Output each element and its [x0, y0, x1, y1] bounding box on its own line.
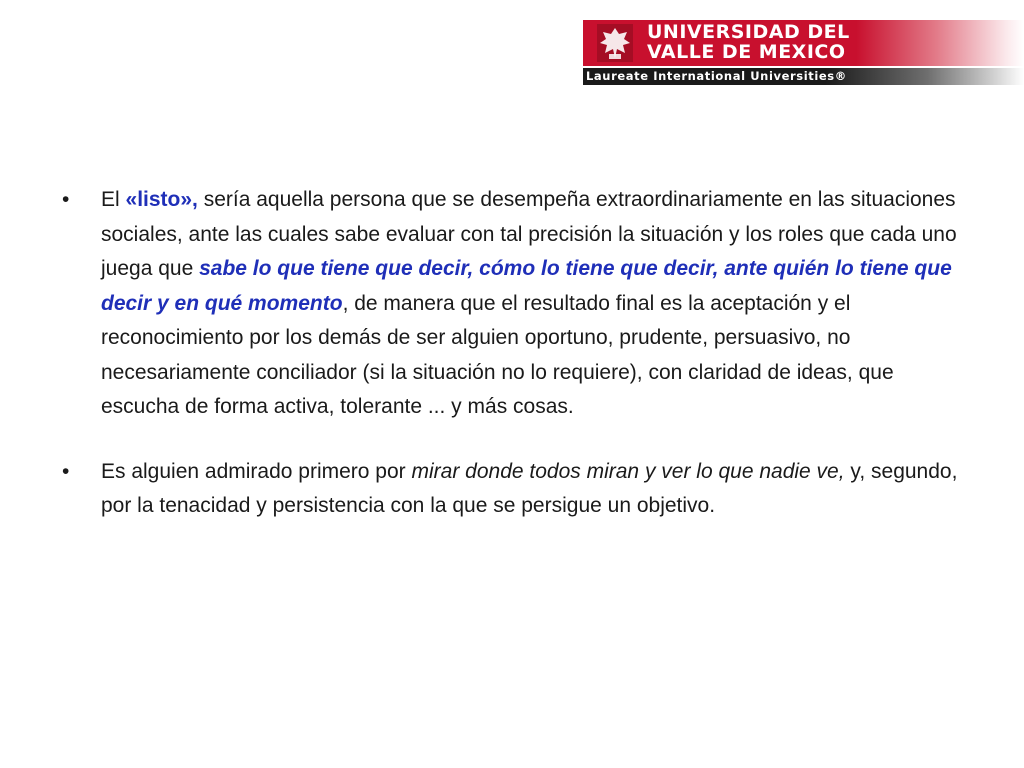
bullet-mark: • — [62, 459, 70, 483]
bullet-item — [62, 455, 967, 524]
emphasis-phrase: sabe lo que tiene que decir, cómo lo tiene que decir, ante quién lo tiene que decir y en qué momento — [101, 257, 952, 315]
bullet-text: , de manera que el resultado final es la aceptación y el reconocimiento por los demás de ser alguien oportuno, prudente, persuasivo, no necesariamente conciliador (si la situación no lo requiere), con claridad de ideas, que escucha de forma activa, tolerante ... y más cosas. — [101, 291, 894, 418]
bullet-mark: • — [62, 188, 70, 211]
logo-name-line2: VALLE DE MEXICO — [647, 41, 846, 63]
emphasis-phrase: mirar donde todos miran y ver lo que nadie ve, — [411, 459, 845, 483]
logo-tagline: Laureate International Universities® — [586, 69, 847, 83]
bullet-text: El — [101, 188, 126, 211]
university-logo — [583, 20, 1024, 85]
bullet-text: Es alguien admirado primero por — [101, 459, 412, 483]
bullet-text: y, segundo, por la tenacidad y persistencia con la que se persigue un objetivo. — [101, 459, 958, 517]
eagle-emblem-icon — [597, 24, 633, 62]
slide-content — [62, 183, 967, 554]
logo-name-line1: UNIVERSIDAD DEL — [647, 21, 850, 43]
highlight-term: «listo», — [125, 188, 198, 211]
bullet-text: sería aquella persona que se desempeña extraordinariamente en las situaciones sociales, ante las cuales sabe evaluar con tal precisión la situación y los roles que cada uno juega que — [101, 188, 957, 280]
bullet-item — [62, 183, 967, 425]
